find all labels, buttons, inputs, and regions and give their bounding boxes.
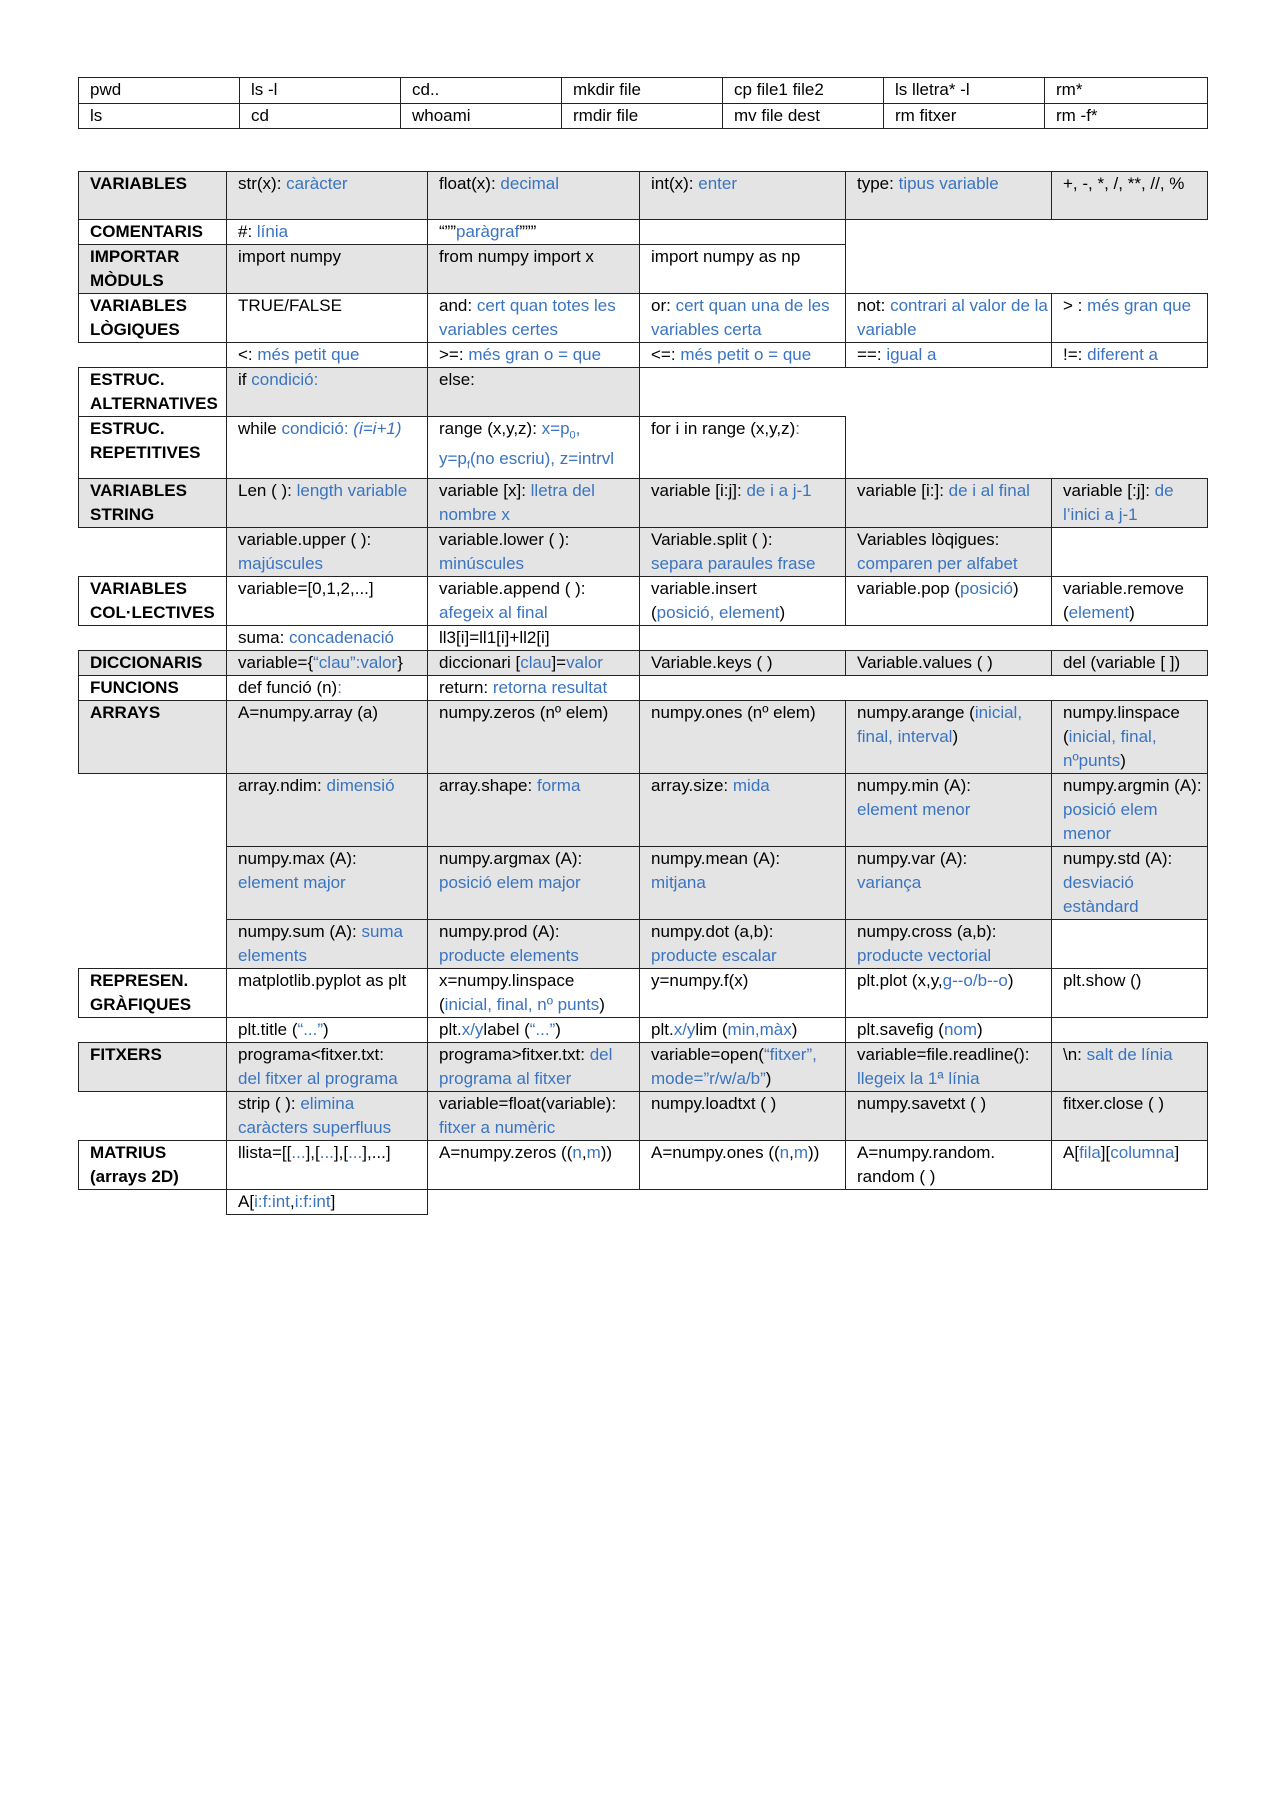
row-alternatives <box>79 368 1208 417</box>
cell-zeros-2d: A=numpy.zeros ((n,m)) <box>428 1140 640 1189</box>
cell-ones: numpy.ones (nº elem) <box>640 700 846 773</box>
cell-index: variable [x]: lletra del nombre x <box>428 478 640 527</box>
cell-dict-def: variable={“clau”:valor} <box>227 650 428 675</box>
shell-cell: mkdir file <box>562 78 723 104</box>
cell-slice-2d: A[i:f:int,i:f:int] <box>227 1189 428 1214</box>
section-variables: VARIABLES <box>79 172 227 220</box>
cell-blank <box>846 245 1052 294</box>
cell-str: str(x): caràcter <box>227 172 428 220</box>
row-collectives-2 <box>79 625 1208 650</box>
cell-blank <box>846 675 1052 700</box>
cell-shape: array.shape: forma <box>428 773 640 846</box>
cell-blank <box>1052 368 1208 417</box>
row-fitxers <box>79 1042 1208 1091</box>
cell-lower: variable.lower ( ): minúscules <box>428 527 640 576</box>
cell-argmax: numpy.argmax (A): posició elem major <box>428 846 640 919</box>
cell-blank <box>846 417 1052 479</box>
cell-split: Variable.split ( ): separa paraules frase <box>640 527 846 576</box>
cell-from-import: from numpy import x <box>428 245 640 294</box>
section-matrius: MATRIUS (arrays 2D) <box>79 1140 227 1189</box>
cell-close: fitxer.close ( ) <box>1052 1091 1208 1140</box>
cell-range: range (x,y,z): $x=p_0$, $y=p_f(no$ escriu), z=intrvl <box>428 417 640 479</box>
cell-ndim: array.ndim: dimensió <box>227 773 428 846</box>
cell-y-func: y=numpy.f(x) <box>640 968 846 1017</box>
cell-or: or: cert quan una de les variables certa <box>640 294 846 343</box>
cell-min: numpy.min (A): element menor <box>846 773 1052 846</box>
cell-blank <box>1052 675 1208 700</box>
cell-slice-i: variable [i:]: de i al final <box>846 478 1052 527</box>
cell-remove: variable.remove (element) <box>1052 576 1208 625</box>
shell-cell: ls lletra* -l <box>884 78 1045 104</box>
cell-values: Variable.values ( ) <box>846 650 1052 675</box>
cell-dict-assign: diccionari [clau]=valor <box>428 650 640 675</box>
cell-gt: > : més gran que <box>1052 294 1208 343</box>
cell-compare: Variables lòqigues: comparen per alfabet <box>846 527 1052 576</box>
cell-var: numpy.var (A): variança <box>846 846 1052 919</box>
cell-title: plt.title (“...”) <box>227 1017 428 1042</box>
cell-concat: ll3[i]=ll1[i]+ll2[i] <box>428 625 640 650</box>
cell-blank <box>640 625 846 650</box>
cell-dot: numpy.dot (a,b): producte escalar <box>640 919 846 968</box>
cell-blank <box>79 527 227 576</box>
cell-len: Len ( ): length variable <box>227 478 428 527</box>
cell-savetxt: numpy.savetxt ( ) <box>846 1091 1052 1140</box>
cell-float: float(x): decimal <box>428 172 640 220</box>
section-fitxers: FITXERS <box>79 1042 227 1091</box>
cell-strip: strip ( ): elimina caràcters superfluus <box>227 1091 428 1140</box>
cell-while: while condició: (i=i+1) <box>227 417 428 479</box>
shell-cell: ls -l <box>240 78 401 104</box>
shell-cell: mv file dest <box>723 103 884 129</box>
cell-blank <box>640 368 846 417</box>
cell-show: plt.show () <box>1052 968 1208 1017</box>
row-collectives <box>79 576 1208 625</box>
cell-blank <box>1052 527 1208 576</box>
row-comentaris <box>79 220 1208 245</box>
cell-argmin: numpy.argmin (A): posició elem menor <box>1052 773 1208 846</box>
cell-slice-ij: variable [i:j]: de i a j-1 <box>640 478 846 527</box>
cell-blank <box>846 625 1052 650</box>
cell-for: for i in range (x,y,z): <box>640 417 846 479</box>
shell-cell: whoami <box>401 103 562 129</box>
cell-import-as: import numpy as np <box>640 245 846 294</box>
shell-cell: rm* <box>1045 78 1208 104</box>
cell-import: import numpy <box>227 245 428 294</box>
row-logiques-2 <box>79 343 1208 368</box>
cell-blank <box>1052 220 1208 245</box>
cell-empty <box>1052 919 1208 968</box>
cell-plot: plt.plot (x,y,g--o/b--o) <box>846 968 1052 1017</box>
cell-blank <box>1052 1189 1208 1214</box>
cell-eq: ==: igual a <box>846 343 1052 368</box>
cell-blank <box>846 1189 1052 1214</box>
shell-cell: ls <box>79 103 240 129</box>
cell-newline: \n: salt de línia <box>1052 1042 1208 1091</box>
cell-blank <box>846 368 1052 417</box>
cell-list: variable=[0,1,2,...] <box>227 576 428 625</box>
section-importar: IMPORTAR MÒDULS <box>79 245 227 294</box>
row-string-2 <box>79 527 1208 576</box>
cell-not: not: contrari al valor de la variable <box>846 294 1052 343</box>
cell-mean: numpy.mean (A): mitjana <box>640 846 846 919</box>
row-arrays <box>79 700 1208 773</box>
cell-paragraph: “””paràgraf””” <box>428 220 640 245</box>
row-diccionaris <box>79 650 1208 675</box>
cell-def: def funció (n): <box>227 675 428 700</box>
cell-blank <box>79 1189 227 1214</box>
cell-label: plt.x/ylabel (“...”) <box>428 1017 640 1042</box>
cell-slice-j: variable [:j]: de l’inici a j-1 <box>1052 478 1208 527</box>
cell-blank <box>79 846 227 919</box>
row-funcions <box>79 675 1208 700</box>
cell-le: <=: més petit o = que <box>640 343 846 368</box>
cell-float-conv: variable=float(variable): fitxer a numèric <box>428 1091 640 1140</box>
cell-ge: >=: més gran o = que <box>428 343 640 368</box>
shell-cell: rm -f* <box>1045 103 1208 129</box>
cell-blank <box>640 675 846 700</box>
shell-cell: cp file1 file2 <box>723 78 884 104</box>
row-grafiques-2 <box>79 1017 1208 1042</box>
cell-blank <box>79 343 227 368</box>
cell-keys: Variable.keys ( ) <box>640 650 846 675</box>
cell-blank <box>1052 1017 1208 1042</box>
row-logiques <box>79 294 1208 343</box>
cell-upper: variable.upper ( ): majúscules <box>227 527 428 576</box>
shell-row <box>79 78 1208 104</box>
cell-int: int(x): enter <box>640 172 846 220</box>
cell-prod: numpy.prod (A): producte elements <box>428 919 640 968</box>
section-repetitives: ESTRUC. REPETITIVES <box>79 417 227 479</box>
cell-output-redirect: programa>fitxer.txt: del programa al fitxer <box>428 1042 640 1091</box>
row-string <box>79 478 1208 527</box>
cell-empty <box>640 220 846 245</box>
section-arrays: ARRAYS <box>79 700 227 773</box>
cell-suma: suma: concadenació <box>227 625 428 650</box>
cell-input-redirect: programa<fitxer.txt: del fitxer al programa <box>227 1042 428 1091</box>
cell-blank <box>428 1189 640 1214</box>
cell-blank <box>79 919 227 968</box>
shell-commands-table <box>78 77 1208 129</box>
row-fitxers-2 <box>79 1091 1208 1140</box>
cell-else: else: <box>428 368 640 417</box>
cell-readline: variable=file.readline(): llegeix la 1ª línia <box>846 1042 1052 1091</box>
cell-nested-list: llista=[[...],[...],[...],...] <box>227 1140 428 1189</box>
cell-open: variable=open(“fitxer”, mode=”r/w/a/b”) <box>640 1042 846 1091</box>
python-reference-table <box>78 171 1208 1215</box>
section-alternatives: ESTRUC. ALTERNATIVES <box>79 368 227 417</box>
shell-cell: rm fitxer <box>884 103 1045 129</box>
row-importar <box>79 245 1208 294</box>
cell-blank <box>79 1017 227 1042</box>
cell-type: type: tipus variable <box>846 172 1052 220</box>
cell-blank <box>1052 625 1208 650</box>
section-collectives: VARIABLES COL·LECTIVES <box>79 576 227 625</box>
row-grafiques <box>79 968 1208 1017</box>
shell-cell: rmdir file <box>562 103 723 129</box>
cell-max: numpy.max (A): element major <box>227 846 428 919</box>
cell-blank <box>640 1189 846 1214</box>
cell-del: del (variable [ ]) <box>1052 650 1208 675</box>
cell-random: A=numpy.random. random ( ) <box>846 1140 1052 1189</box>
shell-cell: cd <box>240 103 401 129</box>
row-arrays-4 <box>79 919 1208 968</box>
cell-true-false: TRUE/FALSE <box>227 294 428 343</box>
row-variables <box>79 172 1208 220</box>
cell-std: numpy.std (A): desviació estàndard <box>1052 846 1208 919</box>
cell-blank <box>79 773 227 846</box>
row-arrays-2 <box>79 773 1208 846</box>
cell-return: return: retorna resultat <box>428 675 640 700</box>
cell-matplotlib: matplotlib.pyplot as plt <box>227 968 428 1017</box>
cell-blank <box>79 625 227 650</box>
section-logiques: VARIABLES LÒGIQUES <box>79 294 227 343</box>
cell-operators: +, -, *, /, **, //, % <box>1052 172 1208 220</box>
cell-zeros: numpy.zeros (nº elem) <box>428 700 640 773</box>
section-diccionaris: DICCIONARIS <box>79 650 227 675</box>
cell-blank <box>79 1091 227 1140</box>
cell-index-2d: A[fila][columna] <box>1052 1140 1208 1189</box>
cell-savefig: plt.savefig (nom) <box>846 1017 1052 1042</box>
cell-loadtxt: numpy.loadtxt ( ) <box>640 1091 846 1140</box>
cell-blank <box>1052 417 1208 479</box>
cell-pop: variable.pop (posició) <box>846 576 1052 625</box>
row-arrays-3 <box>79 846 1208 919</box>
cell-sum: numpy.sum (A): suma elements <box>227 919 428 968</box>
row-matrius-2 <box>79 1189 1208 1214</box>
cell-append: variable.append ( ): afegeix al final <box>428 576 640 625</box>
section-string: VARIABLES STRING <box>79 478 227 527</box>
row-repetitives <box>79 417 1208 479</box>
cell-blank <box>1052 245 1208 294</box>
row-matrius <box>79 1140 1208 1189</box>
cell-x-linspace: x=numpy.linspace (inicial, final, nº punts) <box>428 968 640 1017</box>
cell-array: A=numpy.array (a) <box>227 700 428 773</box>
cell-size: array.size: mida <box>640 773 846 846</box>
cell-and: and: cert quan totes les variables certes <box>428 294 640 343</box>
shell-cell: cd.. <box>401 78 562 104</box>
section-comentaris: COMENTARIS <box>79 220 227 245</box>
cell-lim: plt.x/ylim (min,màx) <box>640 1017 846 1042</box>
section-funcions: FUNCIONS <box>79 675 227 700</box>
cell-linspace: numpy.linspace (inicial, final, nºpunts) <box>1052 700 1208 773</box>
cell-ne: !=: diferent a <box>1052 343 1208 368</box>
cell-lt: <: més petit que <box>227 343 428 368</box>
cell-hash: #: línia <box>227 220 428 245</box>
cell-ones-2d: A=numpy.ones ((n,m)) <box>640 1140 846 1189</box>
shell-cell: pwd <box>79 78 240 104</box>
cell-arange: numpy.arange (inicial, final, interval) <box>846 700 1052 773</box>
cell-if: if condició: <box>227 368 428 417</box>
cell-insert: variable.insert (posició, element) <box>640 576 846 625</box>
shell-row <box>79 103 1208 129</box>
cell-blank <box>846 220 1052 245</box>
section-grafiques: REPRESEN. GRÀFIQUES <box>79 968 227 1017</box>
cell-cross: numpy.cross (a,b): producte vectorial <box>846 919 1052 968</box>
